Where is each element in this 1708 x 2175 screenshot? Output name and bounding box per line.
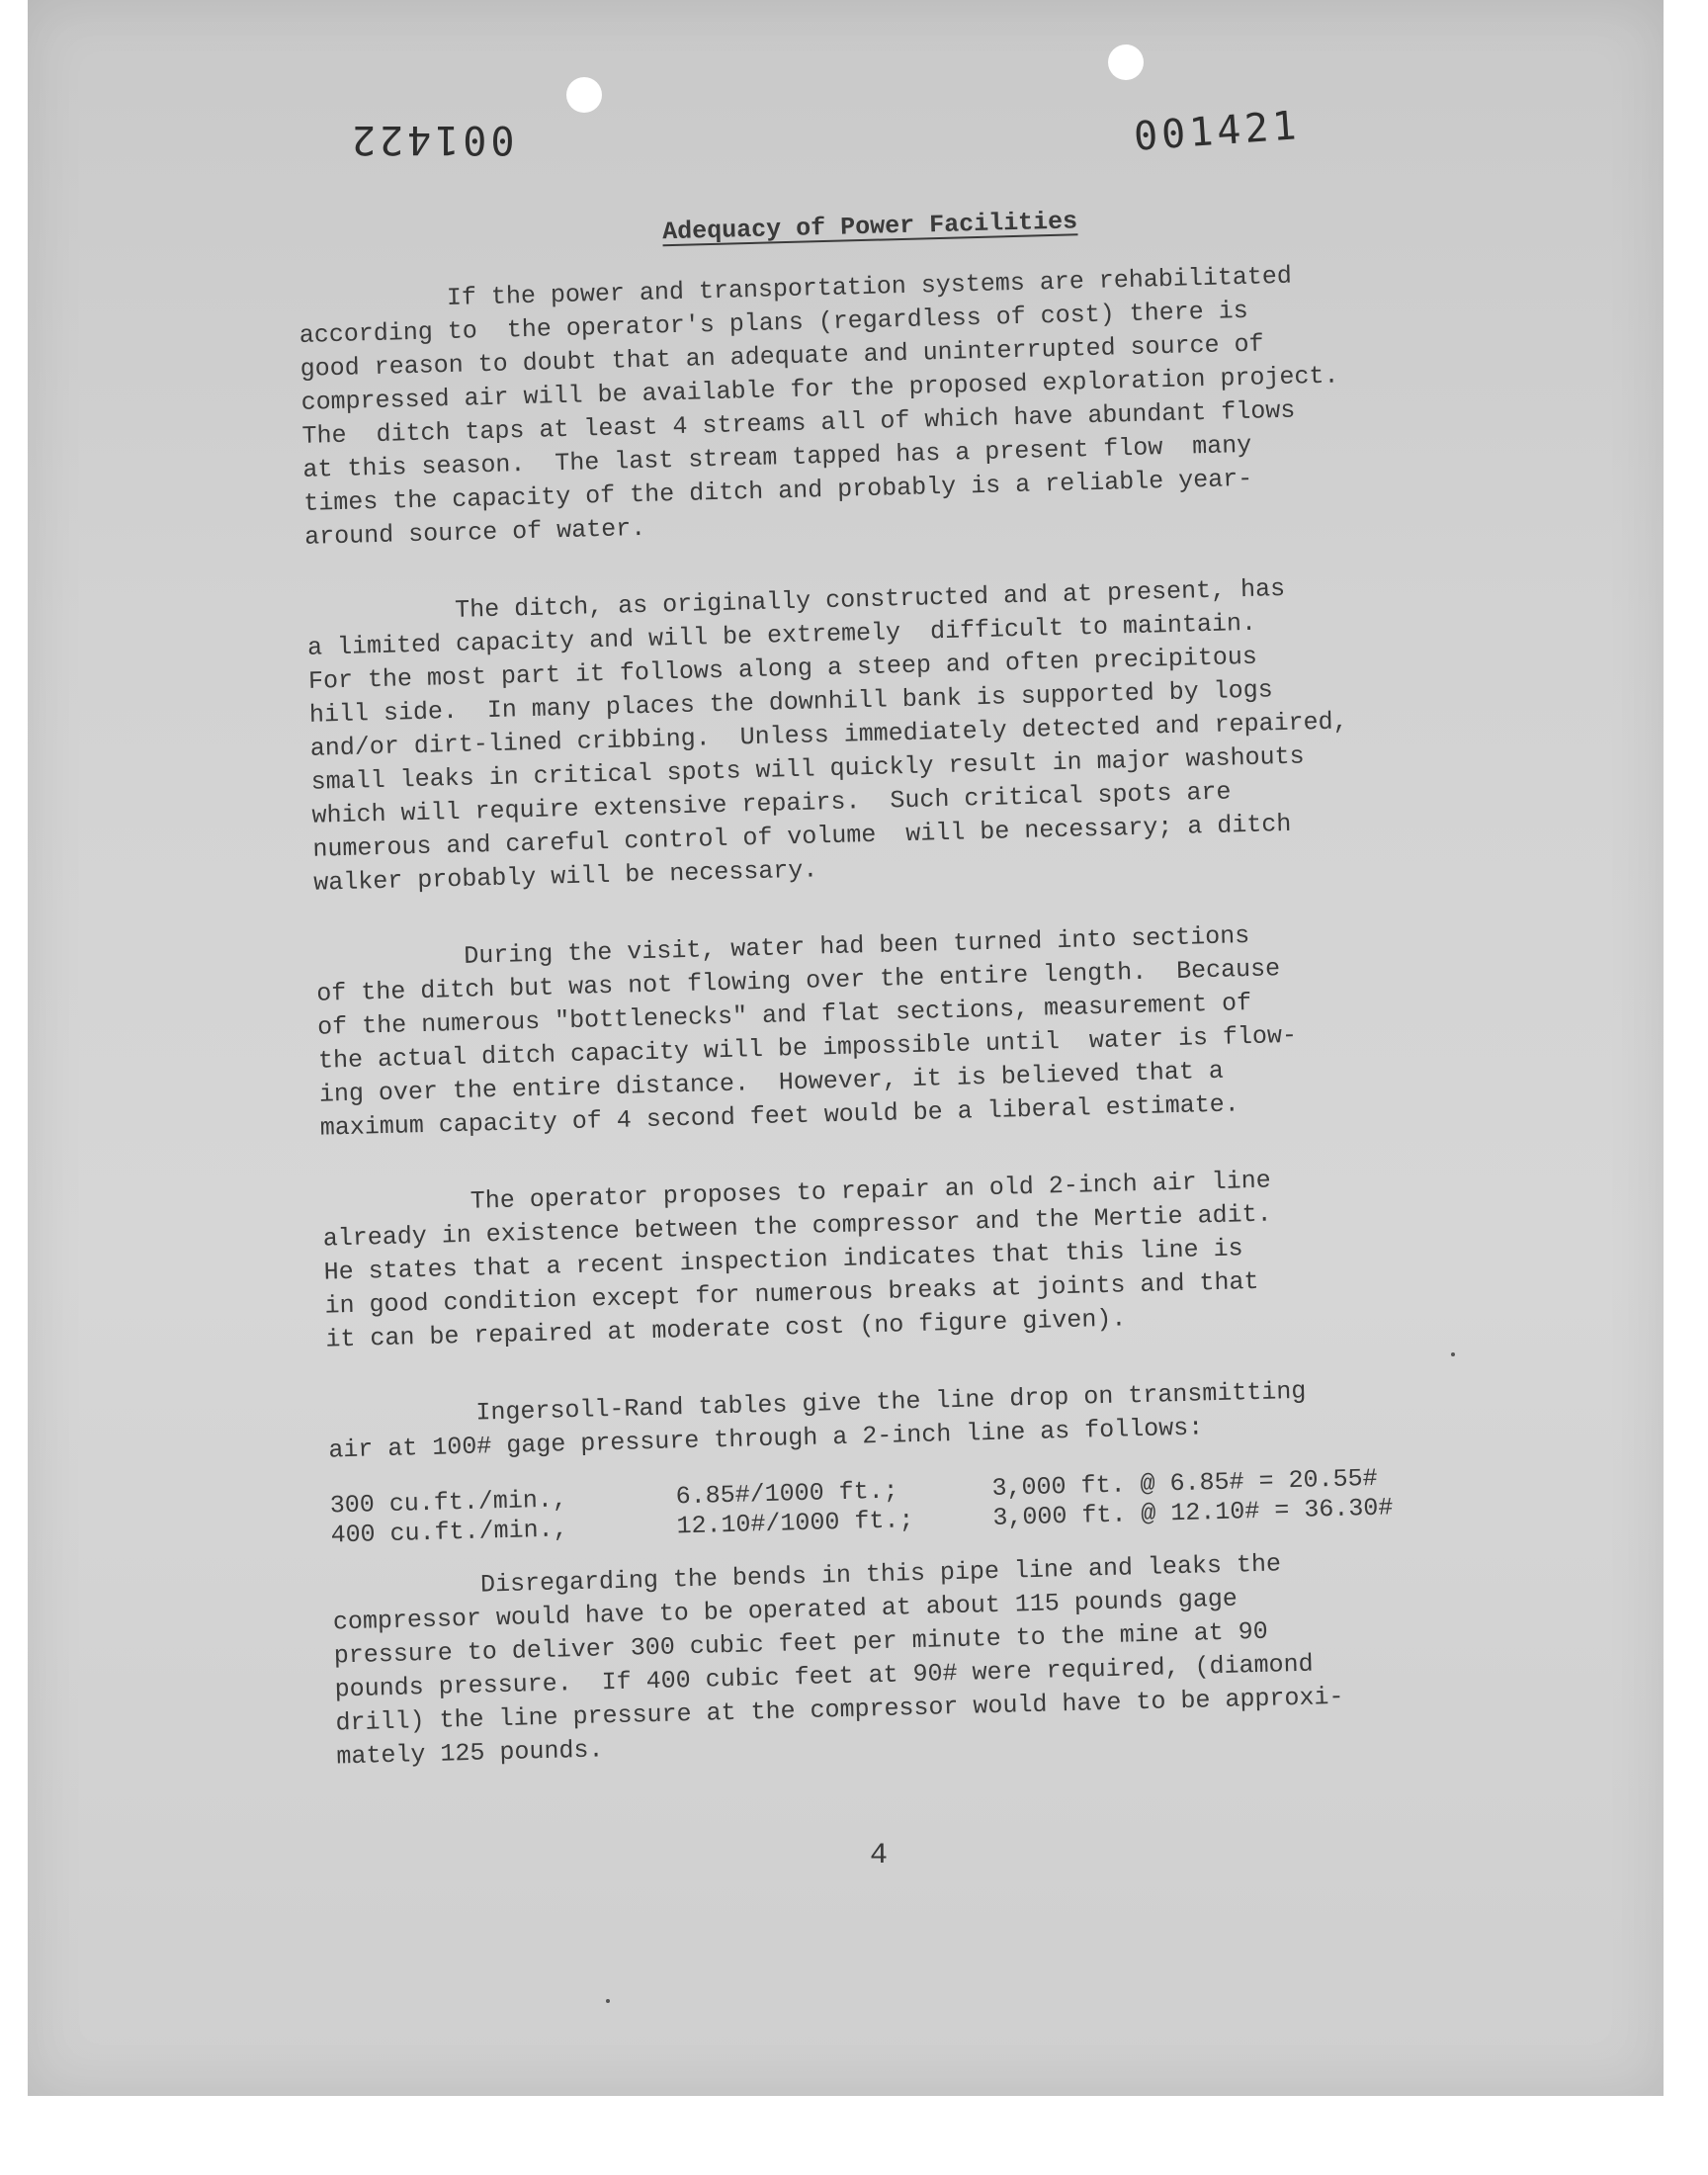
paragraph-visit-observations: During the visit, water had been turned into sections of the ditch but was not flowing over the entire length. Because of the numerous "bottlenecks" and flat sections, measurement of the actual ditch capacity will be impossible until water is flow- ing over the entire distance. However, it is believed that a maximum capacity of 4 second feet would be a liberal estimate. xyxy=(315,921,1298,1143)
flow-cell: 300 cu.ft./min., xyxy=(329,1485,568,1521)
scan-speck xyxy=(606,1999,610,2003)
paragraph-compressor-pressure: Disregarding the bends in this pipe line and leaks the compressor would have to be operated at about 115 pounds gage pressure to deliver 300 cubic feet per minute to the mine at 90 pounds pressure. If 400 cubic feet at 90# were required, (diamond drill) the line pressure at the compressor would have to be approxi- mately 125 pounds. xyxy=(331,1549,1344,1772)
line-drop-table xyxy=(329,1463,1393,1550)
total-drop-cell: 3,000 ft. @ 6.85# = 20.55# xyxy=(991,1463,1378,1504)
punch-hole-right xyxy=(1108,44,1144,80)
paragraph-power-transportation: If the power and transportation systems are rehabilitated according to the operator's plans (regardless of cost) there is good reason to doubt that an adequate and uninterrupted source of compressed air will be available for the proposed exploration project. The ditch taps at least 4 streams all of which have abundant flows at this season. The last stream tapped has a present flow many times the capacity of the ditch and probably is a reliable year- around source of water. xyxy=(298,261,1339,552)
document-number-stamp-upside-down: 001422 xyxy=(348,117,515,162)
document-body xyxy=(297,198,1485,1818)
punch-hole-left xyxy=(566,77,602,113)
flow-cell: 400 cu.ft./min., xyxy=(330,1515,568,1550)
document-number-stamp: 001421 xyxy=(1132,103,1302,160)
paragraph-air-line-repair: The operator proposes to repair an old 2-inch air line already in existence between the compressor and the Mertie adit. He states that a recent inspection indicates that this line is in good condition except for numerous breaks at joints and that it can be repaired at moderate cost (no figure given). xyxy=(321,1166,1272,1354)
paragraph-ingersoll-rand: Ingersoll-Rand tables give the line drop on transmitting air at 100# gage pressure through a 2-inch line as follows: xyxy=(327,1376,1307,1465)
scan-speck xyxy=(1451,1352,1455,1356)
paragraph-ditch-capacity: The ditch, as originally constructed and at present, has a limited capacity and will be extremely difficult to maintain. For the most part it follows along a steep and often precipitous hill side. In many places the downhill bank is supported by logs and/or dirt-lined cribbing. Unless immediately detected and repaired, small leaks in critical spots will quickly result in major washouts which will require extensive repairs. Such critical spots are numerous and careful control of volume will be necessary; a ditch walker probably will be necessary. xyxy=(305,573,1348,898)
page-number: 4 xyxy=(870,1839,889,1872)
total-drop-cell: 3,000 ft. @ 12.10# = 36.30# xyxy=(992,1493,1394,1533)
drop-rate-cell: 6.85#/1000 ft.; xyxy=(675,1476,899,1512)
drop-rate-cell: 12.10#/1000 ft.; xyxy=(676,1506,914,1541)
page-title: Adequacy of Power Facilities xyxy=(661,207,1078,247)
